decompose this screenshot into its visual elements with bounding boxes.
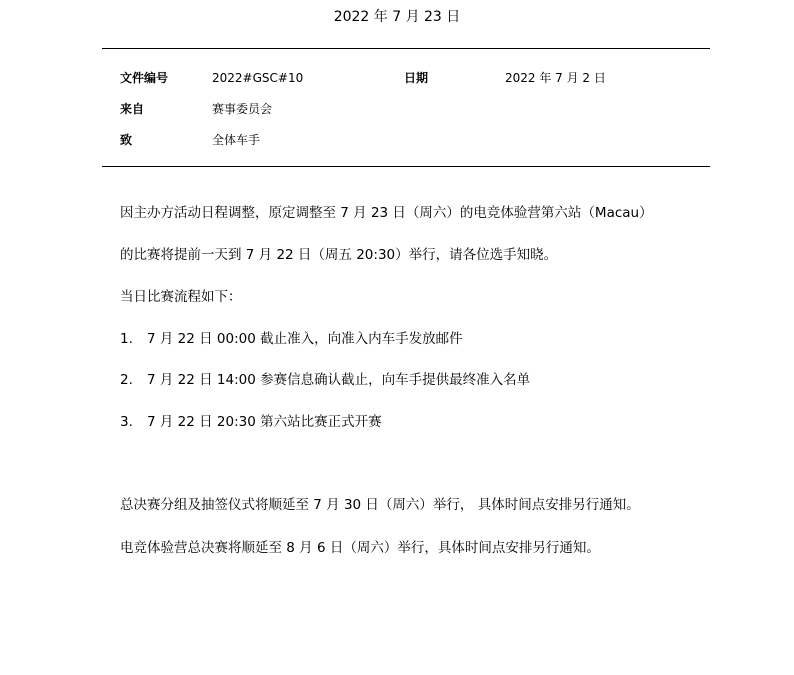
from-label: 来自 [120,102,145,116]
to-label: 致 [120,133,133,147]
file-number-value: 2022#GSC#10 [212,71,304,85]
schedule-item-number: 1. [120,331,133,347]
schedule-item-text: 7 月 22 日 00:00 截止准入，向准入内车手发放邮件 [147,331,463,347]
file-number-label: 文件编号 [120,71,169,85]
schedule-item-text: 7 月 22 日 20:30 第六站比赛正式开赛 [147,414,382,430]
paragraph-line-2: 的比赛将提前一天到 7 月 22 日（周五 20:30）举行，请各位选手知晓。 [120,247,558,263]
from-value: 赛事委员会 [212,102,273,116]
schedule-item-text: 7 月 22 日 14:00 参赛信息确认截止，向车手提供最终准入名单 [147,372,531,388]
paragraph-line-1: 因主办方活动日程调整，原定调整至 7 月 23 日（周六）的电竞体验营第六站（Macau） [120,205,653,221]
header-top-divider [102,48,710,49]
date-label: 日期 [404,71,429,85]
header-bottom-divider [102,166,710,167]
schedule-item-number: 3. [120,414,133,430]
document-date: 2022 年 7 月 23 日 [333,9,461,25]
date-value: 2022 年 7 月 2 日 [505,71,606,85]
camp-final-notice: 电竞体验营总决赛将顺延至 8 月 6 日（周六）举行，具体时间点安排另行通知。 [120,540,600,556]
to-value: 全体车手 [212,133,261,147]
final-notice: 总决赛分组及抽签仪式将顺延至 7 月 30 日（周六）举行， 具体时间点安排另行通知。 [120,497,640,513]
schedule-intro: 当日比赛流程如下： [120,289,242,305]
schedule-item-number: 2. [120,372,133,388]
